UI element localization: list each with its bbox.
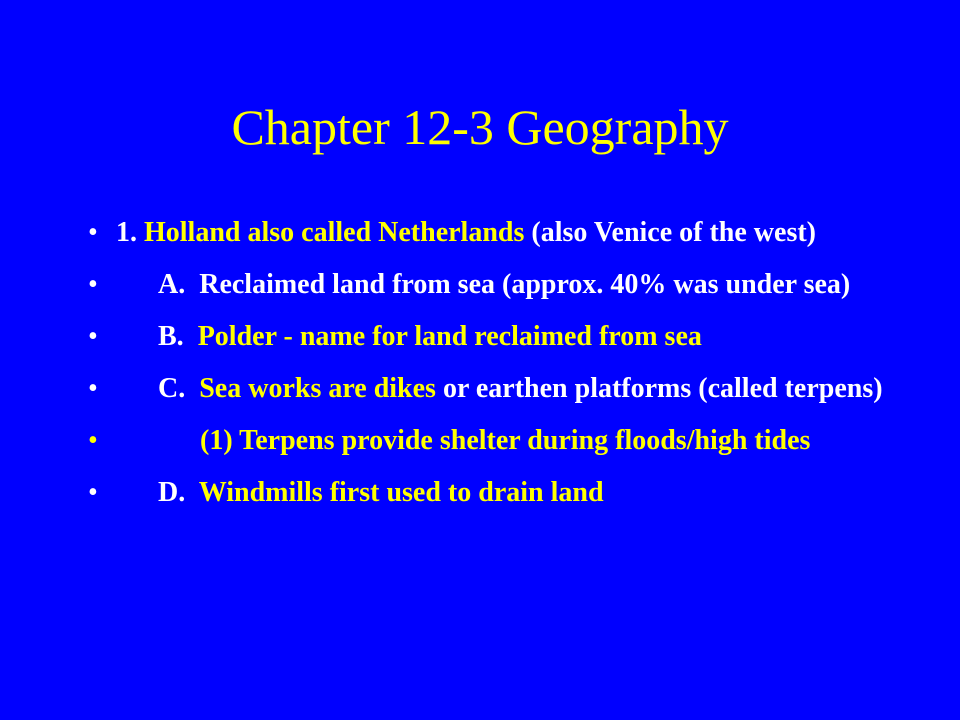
bullet-dot-icon: • bbox=[88, 269, 98, 300]
bullet-prefix: B. bbox=[116, 321, 198, 352]
bullet-highlight: (1) Terpens provide shelter during floods/high tides bbox=[116, 425, 811, 456]
bullet-dot-icon: • bbox=[88, 217, 98, 248]
bullet-prefix: D. bbox=[116, 477, 199, 508]
bullet-highlight: Holland also called Netherlands bbox=[144, 217, 525, 248]
bullet-item-3 bbox=[88, 320, 888, 353]
bullet-dot-icon: • bbox=[88, 373, 98, 404]
bullet-prefix: 1. bbox=[116, 217, 144, 248]
bullet-dot-icon: • bbox=[88, 477, 98, 508]
slide-title: Chapter 12-3 Geography bbox=[231, 99, 729, 155]
bullet-highlight: Sea works are dikes bbox=[199, 373, 436, 404]
bullet-dot-icon: • bbox=[88, 425, 98, 456]
bullet-highlight: Polder - name for land reclaimed from sea bbox=[197, 321, 702, 352]
bullet-suffix: (also Venice of the west) bbox=[524, 217, 816, 248]
bullet-dot-icon: • bbox=[88, 321, 98, 352]
bullet-highlight: Windmills first used to drain land bbox=[198, 477, 604, 508]
bullet-suffix: or earthen platforms (called terpens) bbox=[435, 373, 883, 404]
bullet-list bbox=[88, 216, 888, 528]
bullet-item-4 bbox=[88, 372, 888, 405]
bullet-item-1 bbox=[88, 216, 888, 249]
bullet-prefix: C. bbox=[116, 373, 200, 404]
bullet-item-2 bbox=[88, 268, 888, 301]
bullet-item-5 bbox=[88, 424, 888, 457]
bullet-item-6 bbox=[88, 476, 888, 509]
bullet-prefix: A. Reclaimed land from sea (approx. 40% was under sea) bbox=[116, 269, 851, 300]
